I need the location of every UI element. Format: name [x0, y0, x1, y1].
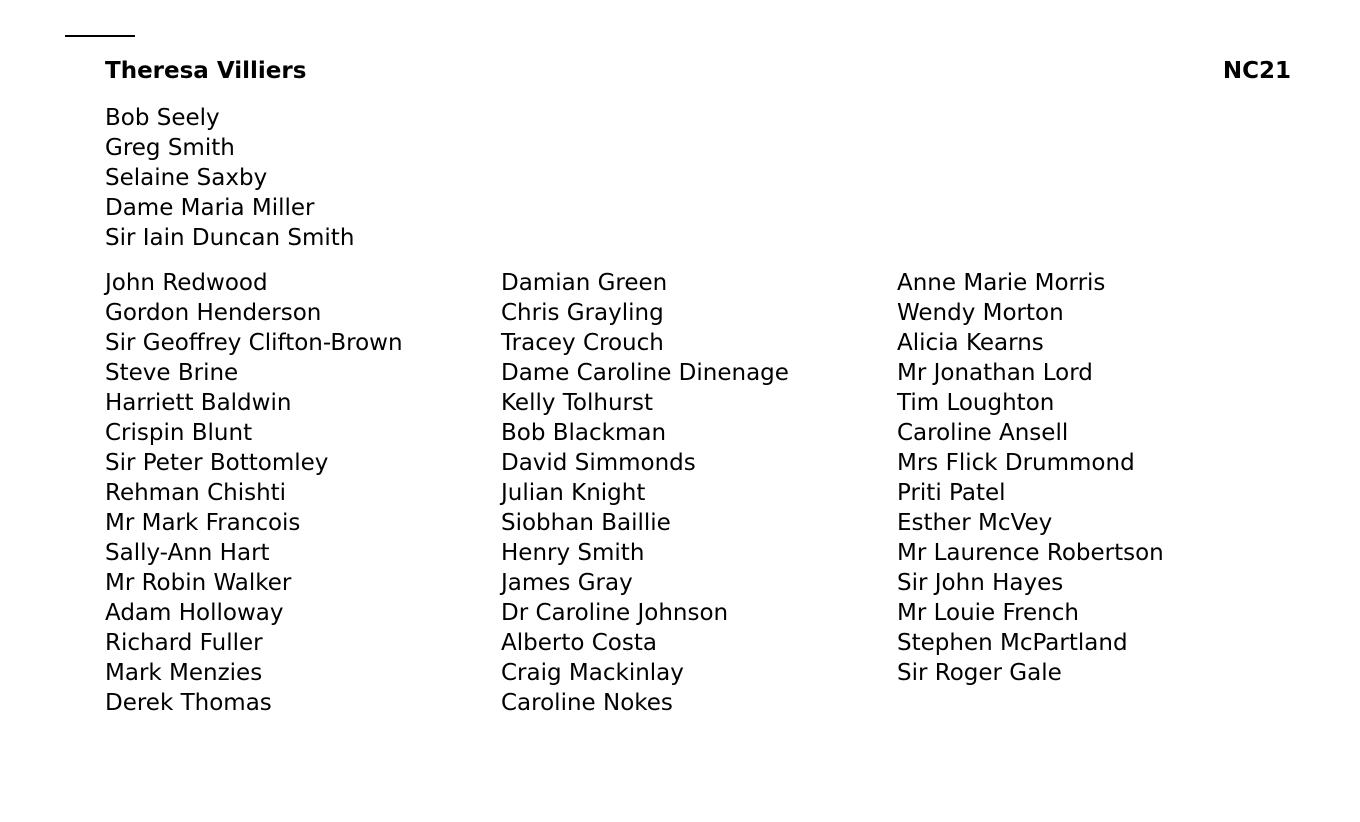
lead-supporter: Sir Iain Duncan Smith: [105, 225, 355, 251]
supporter-name: Sir Peter Bottomley: [105, 450, 329, 476]
supporter-name: Stephen McPartland: [897, 630, 1128, 656]
supporter-name: Tracey Crouch: [501, 330, 664, 356]
supporter-name: Damian Green: [501, 270, 668, 296]
supporter-name: John Redwood: [105, 270, 268, 296]
lead-supporter: Greg Smith: [105, 135, 235, 161]
supporter-name: Dr Caroline Johnson: [501, 600, 729, 626]
primary-sponsor-name: Theresa Villiers: [105, 58, 307, 84]
supporter-name: Craig Mackinlay: [501, 660, 684, 686]
supporter-name: Caroline Nokes: [501, 690, 673, 716]
supporter-name: Priti Patel: [897, 480, 1006, 506]
supporter-name: Henry Smith: [501, 540, 645, 566]
lead-supporter: Bob Seely: [105, 105, 220, 131]
header-rule: [65, 35, 135, 37]
supporter-name: Wendy Morton: [897, 300, 1064, 326]
supporter-name: Sir Roger Gale: [897, 660, 1062, 686]
supporter-name: Kelly Tolhurst: [501, 390, 654, 416]
lead-supporter: Dame Maria Miller: [105, 195, 315, 221]
supporter-name: Adam Holloway: [105, 600, 284, 626]
supporter-name: Tim Loughton: [897, 390, 1055, 416]
supporters-column-1: [105, 268, 403, 718]
clause-reference: NC21: [1222, 58, 1291, 84]
supporter-name: Sally-Ann Hart: [105, 540, 270, 566]
supporter-name: Anne Marie Morris: [897, 270, 1106, 296]
supporter-name: Mr Robin Walker: [105, 570, 292, 596]
supporter-name: Dame Caroline Dinenage: [501, 360, 789, 386]
supporter-name: Mr Jonathan Lord: [897, 360, 1093, 386]
supporter-name: Sir John Hayes: [897, 570, 1064, 596]
supporter-name: Siobhan Baillie: [501, 510, 671, 536]
supporter-name: Gordon Henderson: [105, 300, 322, 326]
supporter-name: Mark Menzies: [105, 660, 263, 686]
supporter-name: Richard Fuller: [105, 630, 263, 656]
supporter-name: James Gray: [501, 570, 633, 596]
supporter-name: Harriett Baldwin: [105, 390, 292, 416]
supporter-name: Esther McVey: [897, 510, 1053, 536]
supporter-name: Alicia Kearns: [897, 330, 1044, 356]
supporter-name: Mrs Flick Drummond: [897, 450, 1135, 476]
supporter-name: Steve Brine: [105, 360, 239, 386]
supporter-name: Chris Grayling: [501, 300, 664, 326]
supporter-name: Alberto Costa: [501, 630, 657, 656]
supporters-column-2: [501, 268, 789, 718]
lead-supporter: Selaine Saxby: [105, 165, 268, 191]
supporters-column-3: [897, 268, 1164, 688]
supporter-name: Mr Louie French: [897, 600, 1079, 626]
supporter-name: Mr Mark Francois: [105, 510, 301, 536]
supporter-name: Julian Knight: [501, 480, 646, 506]
supporter-name: Rehman Chishti: [105, 480, 287, 506]
supporter-name: Sir Geoffrey Clifton-Brown: [105, 330, 403, 356]
supporter-name: David Simmonds: [501, 450, 696, 476]
supporter-name: Caroline Ansell: [897, 420, 1069, 446]
supporter-name: Derek Thomas: [105, 690, 272, 716]
lead-supporters-list: [105, 103, 354, 253]
supporter-name: Mr Laurence Robertson: [897, 540, 1164, 566]
supporter-name: Crispin Blunt: [105, 420, 253, 446]
supporter-name: Bob Blackman: [501, 420, 667, 446]
